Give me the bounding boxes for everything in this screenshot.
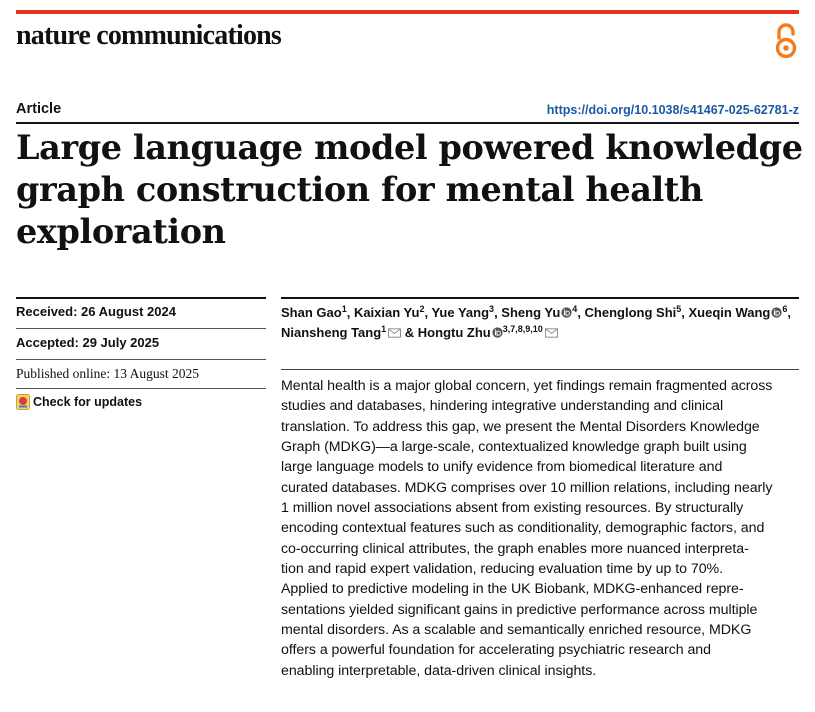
- open-access-icon: [773, 23, 799, 59]
- abstract-line: curated databases. MDKG comprises over 10 million relations, including nearly: [281, 479, 773, 496]
- title-rule: [16, 122, 799, 124]
- author-name: Niansheng Tang: [281, 325, 382, 340]
- author[interactable]: [354, 305, 425, 320]
- author-separator: ,: [346, 305, 354, 320]
- author-separator: ,: [577, 305, 585, 320]
- email-icon[interactable]: [545, 328, 558, 338]
- journal-name: nature communications: [16, 20, 282, 51]
- abstract-line: translation. To address this gap, we present the Mental Disorders Knowledge: [281, 418, 760, 435]
- author-affiliation: 1: [381, 324, 387, 334]
- author-affiliation: 4: [572, 304, 578, 314]
- accepted-label: Accepted:: [16, 335, 79, 350]
- received-label: Received:: [16, 304, 78, 319]
- abstract-line: sentations yielded significant gains in predictive performance across multiple: [281, 601, 758, 618]
- authors-rule: [281, 297, 799, 299]
- abstract-line: Applied to predictive modeling in the UK Biobank, MDKG-enhanced repre-: [281, 581, 744, 598]
- meta-rule: [16, 297, 266, 299]
- abstract-line: enabling interpretable, data-driven clinical insights.: [281, 662, 597, 679]
- published-value: 13 August 2025: [113, 366, 200, 381]
- author-name: Sheng Yu: [501, 305, 561, 320]
- title-line: exploration: [16, 212, 226, 251]
- author-affiliation: 6: [782, 304, 788, 314]
- orcid-icon[interactable]: [771, 307, 782, 318]
- author-separator: ,: [424, 305, 432, 320]
- abstract-line: co-occurring clinical attributes, the graph enables more nuanced interpreta-: [281, 540, 749, 557]
- author-affiliation: 3,7,8,9,10: [502, 324, 543, 334]
- abstract-line: studies and databases, hindering integrative understanding and clinical: [281, 398, 724, 415]
- author-name: Kaixian Yu: [353, 305, 420, 320]
- author[interactable]: [501, 305, 577, 320]
- meta-rule: [16, 328, 266, 329]
- author[interactable]: [585, 305, 682, 320]
- accepted-value: 29 July 2025: [82, 335, 160, 350]
- title-line: graph construction for mental health: [16, 170, 703, 209]
- author-name: Xueqin Wang: [688, 305, 771, 320]
- author-affiliation: 1: [341, 304, 347, 314]
- check-for-updates-icon: [16, 394, 30, 410]
- author-separator: ,: [787, 305, 792, 320]
- article-type: Article: [16, 101, 62, 117]
- author-separator: ,: [681, 305, 689, 320]
- article-title: [16, 127, 806, 253]
- author-name: Hongtu Zhu: [417, 325, 491, 340]
- author[interactable]: [689, 305, 788, 320]
- title-line: Large language model powered knowledge: [16, 128, 803, 167]
- published-date: [16, 366, 199, 382]
- author-separator: &: [401, 325, 418, 340]
- author-affiliation: 5: [676, 304, 682, 314]
- author[interactable]: [431, 305, 494, 320]
- author-list: [281, 303, 801, 343]
- abstract-line: large language models to unify evidence from biomedical literature and: [281, 459, 723, 476]
- email-icon[interactable]: [388, 328, 401, 338]
- abstract-line: 1 million novel associations absent from existing resources. By structurally: [281, 500, 744, 517]
- abstract-line: tion and rapid expert validation, reducing evaluation time by up to 70%.: [281, 561, 724, 578]
- received-value: 26 August 2024: [81, 304, 176, 319]
- received-date: [16, 304, 176, 319]
- orcid-icon[interactable]: [561, 307, 572, 318]
- meta-rule: [16, 359, 266, 360]
- author-affiliation: 3: [489, 304, 495, 314]
- author-affiliation: 2: [419, 304, 425, 314]
- author[interactable]: [281, 305, 347, 320]
- abstract-rule: [281, 369, 799, 370]
- author[interactable]: [281, 325, 401, 340]
- abstract-line: offers a powerful foundation for accelerating psychiatric research and: [281, 642, 711, 659]
- author-separator: ,: [494, 305, 502, 320]
- meta-rule: [16, 388, 266, 389]
- abstract-line: Graph (MDKG)—a large-scale, contextualized knowledge graph built using: [281, 439, 747, 456]
- check-for-updates-label: Check for updates: [33, 395, 143, 409]
- top-accent-bar: [16, 10, 799, 14]
- author[interactable]: [418, 325, 558, 340]
- published-label: Published online:: [16, 366, 111, 381]
- check-for-updates-button[interactable]: [16, 394, 142, 410]
- orcid-icon[interactable]: [492, 327, 503, 338]
- abstract-line: Mental health is a major global concern, yet findings remain fragmented across: [281, 378, 773, 394]
- abstract: [281, 376, 801, 681]
- author-name: Chenglong Shi: [584, 305, 677, 320]
- accepted-date: [16, 335, 159, 350]
- abstract-line: mental disorders. As a scalable and semantically enriched resource, MDKG: [281, 622, 752, 639]
- doi-link[interactable]: https://doi.org/10.1038/s41467-025-62781-z: [546, 103, 799, 117]
- author-name: Yue Yang: [431, 305, 490, 320]
- abstract-line: encoding contextual features such as conditionality, demographic factors, and: [281, 520, 765, 537]
- author-name: Shan Gao: [281, 305, 342, 320]
